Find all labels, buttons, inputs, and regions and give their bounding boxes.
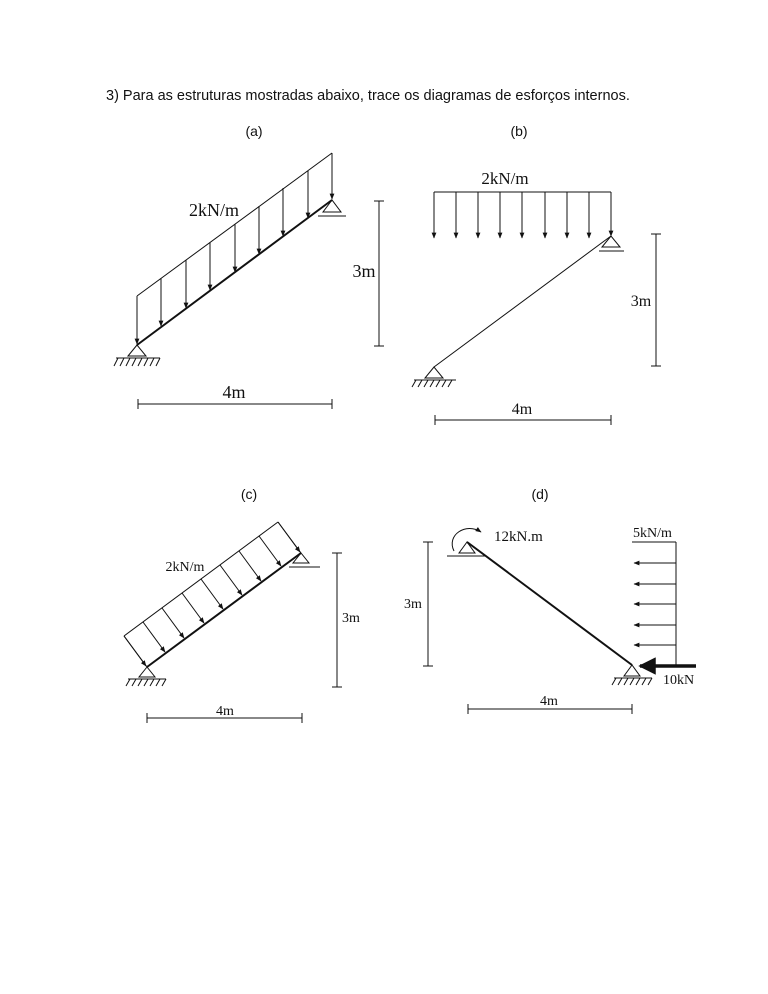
panel-d-width-label: 4m: [540, 694, 558, 709]
panel-d-bottom-support: [612, 665, 652, 685]
panel-d-member: [467, 542, 632, 665]
panel-a: [114, 123, 384, 409]
panel-b: [412, 123, 661, 425]
panel-c-width-label: 4m: [216, 704, 234, 719]
panel-a-load-label: 2kN/m: [188, 200, 240, 220]
panel-d-height-label: 3m: [404, 597, 422, 612]
panel-b-load-label: 2kN/m: [481, 169, 529, 188]
panel-b-member: [434, 236, 611, 367]
panel-d-load-arrows: [634, 563, 676, 645]
question-text: 3) Para as estruturas mostradas abaixo, trace os diagramas de esforços internos.: [106, 88, 630, 104]
panel-c-roller-support: [289, 553, 320, 567]
panel-c-load-label: 2kN/m: [165, 560, 205, 575]
panel-d-point-load-label: 10kN: [663, 673, 695, 688]
panel-a-height-label: 3m: [352, 261, 376, 281]
panel-a-label: (a): [245, 123, 263, 139]
panel-c-load-arrows: [124, 522, 300, 666]
panel-d-moment-arrow: [452, 528, 481, 551]
panel-a-load-arrows: [137, 153, 332, 344]
panel-d-moment-label: 12kN.m: [494, 529, 543, 545]
panel-b-height-label: 3m: [630, 293, 652, 310]
panel-b-load-arrows: [434, 192, 611, 238]
panel-d-distributed-load-label: 5kN/m: [633, 526, 672, 541]
panel-c-pin-support: [126, 667, 166, 686]
panel-d-label: (d): [531, 486, 549, 502]
panel-b-roller-support: [599, 236, 624, 251]
panel-c: [124, 486, 360, 723]
panel-a-width-label: 4m: [222, 382, 246, 402]
panel-c-height-label: 3m: [342, 611, 360, 626]
panel-b-width-label: 4m: [511, 401, 533, 418]
panel-a-member: [137, 200, 332, 345]
panel-b-pin-support: [412, 367, 456, 387]
panel-a-pin-support: [114, 345, 160, 366]
panel-c-label: (c): [240, 486, 258, 502]
panel-d: [404, 486, 696, 714]
panel-b-label: (b): [510, 123, 528, 139]
